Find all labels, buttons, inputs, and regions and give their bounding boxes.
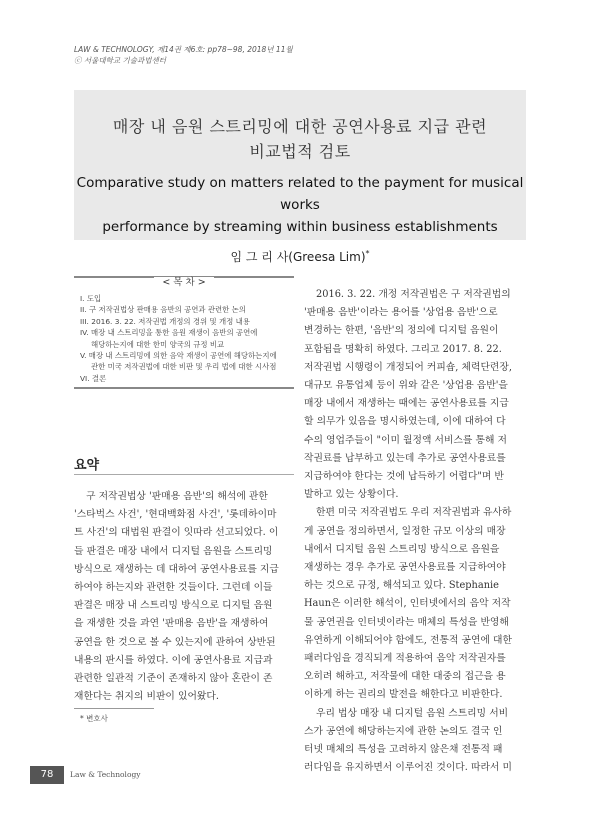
text-line: 재생하는 경우 추가로 공연사용료를 지급하여야 — [304, 562, 506, 574]
table-of-contents — [74, 276, 294, 389]
toc-list — [74, 278, 294, 384]
toc-item: 해당하는지에 대한 한미 양국의 규정 비교 — [91, 339, 225, 349]
text-line: 러다임을 유지하면서 이루어진 것이다. 따라서 미 — [304, 762, 512, 774]
page-number: 78 — [30, 766, 64, 784]
text-line: 2016. 3. 22. 개정 저작권법은 구 저작권법의 — [316, 289, 511, 300]
text-line: 지급하여야 한다는 것에 납득하기 어렵다"며 반 — [304, 471, 504, 483]
toc-item: V. 매장 내 스트리밍에 의한 음악 재생이 공연에 해당하는지에 — [80, 351, 277, 361]
toc-item: VI. 결론 — [80, 373, 107, 383]
abstract-divider — [74, 474, 294, 475]
toc-item: III. 2016. 3. 22. 저작권법 개정의 경위 및 개정 내용 — [80, 316, 250, 326]
text-line: 유연하게 이해되어야 함에도, 전통적 공연에 대한 — [304, 634, 512, 646]
text-line: 저작권법 시행령이 개정되어 커피숍, 체력단련장, — [304, 361, 512, 373]
korean-title — [74, 114, 526, 164]
text-line: 관련한 일관적 기준이 존재하지 않아 혼란이 존 — [74, 673, 273, 685]
text-line: 발하고 있는 상황이다. — [304, 489, 399, 501]
text-line: '판매용 음반'이라는 용어를 '상업용 음반'으로 — [304, 307, 498, 319]
text-line: 할 의무가 있음을 명시하였는데, 이에 대하여 다 — [304, 416, 506, 428]
author-line — [74, 248, 526, 265]
journal-citation: LAW & TECHNOLOGY, 제14권 제6호: pp78~98, 2018년 11월 — [74, 45, 293, 54]
toc-item: IV. 매장 내 스트리밍을 통한 음원 재생이 음반의 공연에 — [80, 328, 258, 338]
toc-item: I. 도입 — [80, 294, 102, 303]
text-line: 판결은 매장 내 스트리밍 방식으로 디지털 음원 — [74, 600, 273, 612]
footnote-divider — [74, 708, 154, 709]
text-line: 대규모 유통업체 등이 위와 같은 '상업용 음반'을 — [304, 380, 508, 392]
text-line: 매장 내에서 재생하는 때에는 공연사용료를 지급 — [304, 398, 509, 410]
text-line: 을 재생한 것을 과연 '판매용 음반'을 재생하여 — [74, 618, 269, 630]
english-title — [74, 172, 526, 238]
text-line: 들 판결은 매장 내에서 디지털 음원을 스트리밍 — [74, 545, 273, 557]
footer-journal-name: Law & Technology — [70, 770, 141, 779]
text-line: 변경하는 한편, '음반'의 정의에 디지털 음원이 — [304, 325, 499, 337]
text-line: 방식으로 재생하는 데 대하여 공연사용료를 지급 — [74, 563, 279, 575]
text-line: 게 공연을 정의하면서, 일정한 규모 이상의 매장 — [304, 525, 506, 537]
text-line: 내용의 판시를 하였다. 이에 공연사용료 지급과 — [74, 654, 273, 666]
toc-item: II. 구 저작권법상 판매용 음반의 공연과 관련한 논의 — [80, 305, 246, 315]
text-line: 이하게 하는 권리의 발전을 해한다고 비판한다. — [304, 689, 503, 701]
text-line: 공연을 한 것으로 볼 수 있는지에 관하여 상반된 — [74, 636, 276, 648]
text-line: 구 저작권법상 '판매용 음반'의 해석에 관한 — [86, 491, 268, 502]
text-line: 물 공연권을 인터넷이라는 매체의 특성을 반영해 — [304, 616, 509, 628]
right-column-body — [304, 286, 526, 777]
korean-title-line-2: 비교법적 검토 — [249, 142, 351, 161]
text-line: 한편 미국 저작권법도 우리 저작권법과 유사하 — [316, 507, 512, 519]
text-line: 내에서 디지털 음원 스트리밍 방식으로 음원을 — [304, 543, 500, 555]
journal-header — [74, 44, 293, 66]
text-line: 트 사건'의 대법원 판결이 잇따라 선고되었다. 이 — [74, 527, 279, 539]
text-line: 포함됨을 명확히 하였다. 그리고 2017. 8. 22. — [304, 343, 502, 355]
text-line: 하여야 하는지와 관련한 것들이다. 그런데 이들 — [74, 582, 273, 594]
abstract-body — [74, 488, 294, 706]
text-line: 패러다임을 경직되게 적용하여 음악 저작권자를 — [304, 653, 506, 665]
text-line: Haun은 이러한 해석이, 인터넷에서의 음악 저작 — [304, 598, 511, 610]
english-title-line-1: Comparative study on matters related to the payment for musical works — [76, 175, 524, 213]
text-line: 수의 영업주들이 "이미 월정액 서비스를 통해 저 — [304, 434, 508, 446]
author-footnote-mark: * — [365, 249, 370, 258]
toc-heading: < 목 차 > — [154, 277, 213, 288]
text-line: 오히려 해하고, 저작물에 대한 대중의 접근을 용 — [304, 671, 506, 683]
abstract-heading: 요약 — [74, 458, 100, 473]
text-line: 작권료를 납부하고 있는데 추가로 공연사용료를 — [304, 452, 506, 464]
publisher-copyright: ⓒ 서울대학교 기술과법센터 — [74, 56, 166, 65]
author-name: 임 그 리 사(Greesa Lim) — [230, 250, 366, 264]
english-title-line-2: performance by streaming within business establishments — [102, 219, 498, 235]
korean-title-line-1: 매장 내 음원 스트리밍에 대한 공연사용료 지급 관련 — [112, 117, 488, 136]
text-line: 하는 것으로 규정, 해석되고 있다. Stephanie — [304, 580, 499, 592]
text-line: 재한다는 취지의 비판이 있어왔다. — [74, 691, 219, 703]
text-line: 우리 법상 매장 내 디지털 음원 스트리밍 서비 — [316, 707, 509, 719]
text-line: 터넷 매체의 특성을 고려하지 않은채 전통적 패 — [304, 744, 503, 756]
text-line: '스타벅스 사건', '현대백화점 사건', '롯데하이마 — [74, 509, 277, 521]
text-line: 스가 공연에 해당하는지에 관한 논의도 결국 인 — [304, 725, 503, 737]
footnote: * 변호사 — [80, 714, 108, 723]
title-block — [74, 90, 526, 264]
toc-item: 관한 미국 저작권법에 대한 비판 및 우리 법에 대한 시사점 — [91, 362, 277, 372]
